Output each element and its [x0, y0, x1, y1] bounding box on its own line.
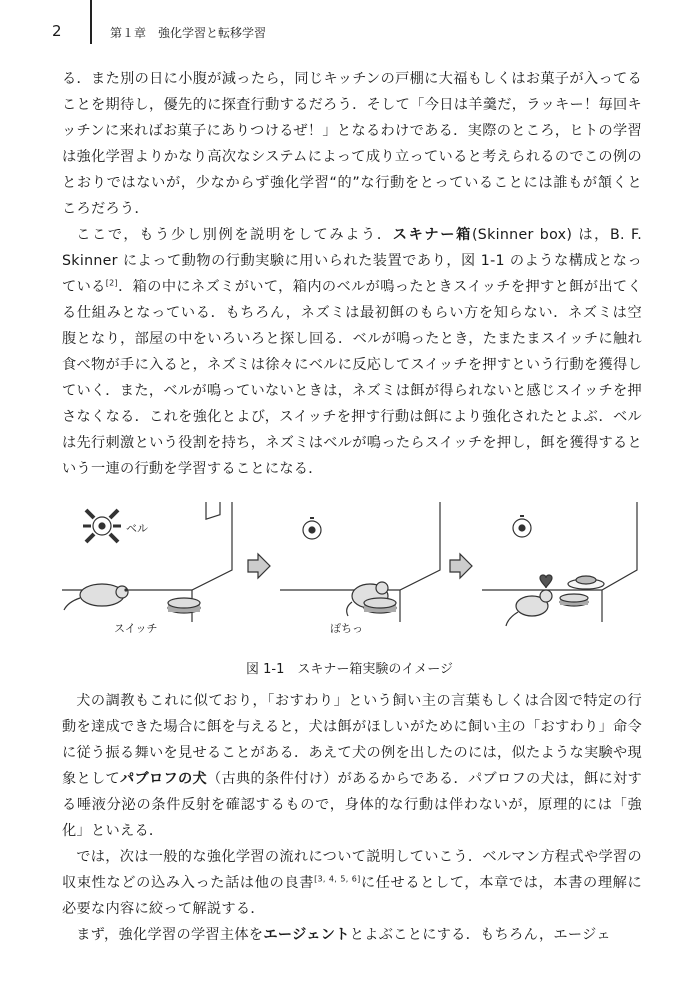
figure-caption: 図 1-1 スキナー箱実験のイメージ — [246, 662, 453, 677]
key-term: パブロフの犬 — [120, 771, 208, 787]
page-number: 2 — [52, 22, 62, 40]
key-term: エージェント — [263, 927, 350, 943]
push-sound-label: ぽちっ — [330, 622, 363, 635]
switch-icon — [168, 598, 200, 613]
paragraph: る．また別の日に小腹が減ったら，同じキッチンの戸棚に大福もしくはお菓子が入ってることを期待し，優先的に探査行動するだろう．そして「今日は羊羹だ，ラッキー！毎回キッチンに来ればお菓子にありつけるぜ！」となるわけである．実際のところ，ヒトの学習は強化学習よりかなり高次なシステムによって成り立っていると考えられるのでこの例のとおりではないが，少なからず強化学習“的”な行動をとっていることには誰もが頷くところだろう． — [62, 71, 642, 217]
heart-icon — [540, 575, 552, 588]
bell-label: ベル — [126, 522, 148, 535]
figure-skinner-box — [62, 502, 642, 652]
panel-2 — [280, 502, 440, 635]
body-text-lower — [62, 688, 642, 948]
paragraph: では，次は一般的な強化学習の流れについて説明していこう．ベルマン方程式や学習の収束性などの込み入った話は他の良書[3, 4, 5, 6]に任せるとして，本章では，本書の理解に必要な内容に絞って解説する． — [62, 849, 642, 917]
arrow-right-icon — [450, 554, 472, 578]
switch-label: スイッチ — [114, 622, 158, 635]
food-plate-icon — [568, 576, 604, 589]
body-text-upper — [62, 66, 642, 482]
switch-icon — [364, 598, 396, 613]
citation: [3, 4, 5, 6] — [314, 874, 361, 884]
chapter-title: 第１章 強化学習と転移学習 — [110, 26, 267, 40]
header-divider — [90, 0, 92, 44]
switch-icon — [560, 594, 588, 606]
key-term: スキナー箱 — [392, 227, 472, 243]
bell-icon — [513, 516, 531, 537]
citation: [2] — [105, 278, 118, 288]
paragraph: 犬の調教もこれに似ており，「おすわり」という飼い主の言葉もしくは合図で特定の行動を達成できた場合に餌を与えると，犬は餌がほしいがために飼い主の「おすわり」命令に従う振る舞いを見せることがある．あえて犬の例を出したのには，似たような実験や現象としてパブロフの犬（古典的条件付け）があるからである．パブロフの犬は，餌に対する唾液分泌の条件反射を確認するもので，身体的な行動は伴わないが，原理的には「強化」といえる． — [62, 693, 642, 839]
paragraph: ここで，もう少し別例を説明をしてみよう．スキナー箱(Skinner box) は，B. F. Skinner によって動物の行動実験に用いられた装置であり，図 1-1 のような構成となっている[2]．箱の中にネズミがいて，箱内のベルが鳴ったときスイッチを押すと餌が出てくる仕組みとなっている．もちろん，ネズミは最初餌のもらい方を知らない．ネズミは空腹となり，部屋の中をいろいろと探し回る．ベルが鳴ったとき，たまたまスイッチに触れ食べ物が手に入ると，ネズミは徐々にベルに反応してスイッチを押すという行動を獲得していく．また，ベルが鳴っていないときは，ネズミは餌が得られないと感じスイッチを押さなくなる．これを強化とよび，スイッチを押す行動は餌により強化されたとよぶ．ベルは先行刺激という役割を持ち，ネズミはベルが鳴ったらスイッチを押し，餌を獲得するという一連の行動を学習することになる． — [62, 227, 643, 477]
bell-ringing-icon — [83, 510, 121, 542]
panel-3 — [482, 502, 637, 626]
paragraph: まず，強化学習の学習主体をエージェントとよぶことにする．もちろん，エージェ — [76, 927, 611, 943]
panel-1 — [62, 502, 232, 635]
bell-icon — [303, 518, 321, 539]
rat-icon — [506, 590, 552, 626]
arrow-right-icon — [248, 554, 270, 578]
rat-icon — [64, 584, 128, 610]
food-dispenser — [206, 502, 220, 519]
